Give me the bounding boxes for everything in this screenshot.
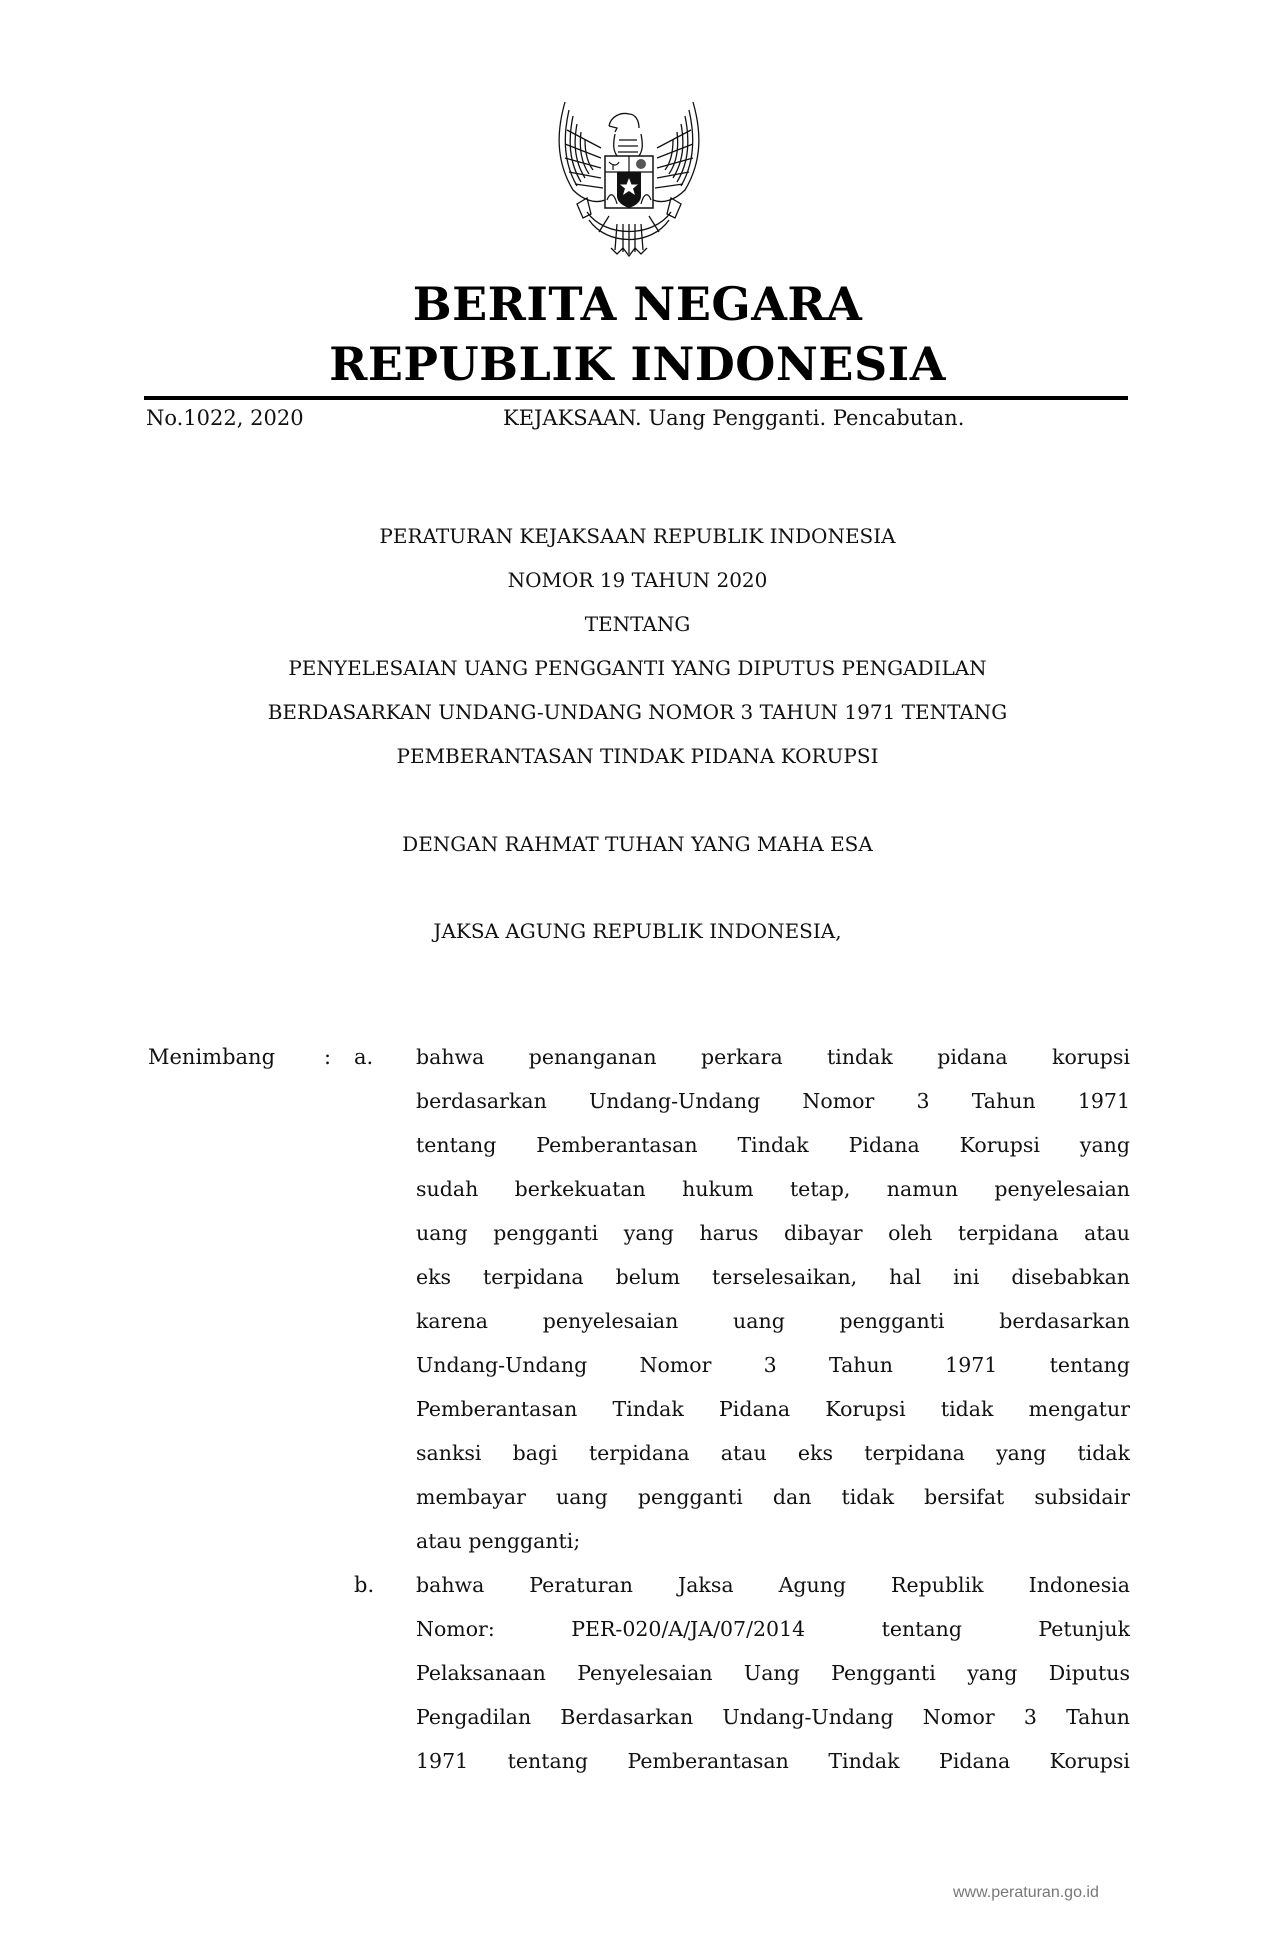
text-line: bahwa penanganan perkara tindak pidana korupsi — [416, 1045, 1130, 1069]
regulation-number: NOMOR 19 TAHUN 2020 — [507, 568, 768, 592]
considering-item-a — [416, 1035, 1130, 1563]
footer-website-link[interactable]: www.peraturan.go.id — [953, 1884, 1099, 1901]
regulation-subject-line3: PEMBERANTASAN TINDAK PIDANA KORUPSI — [396, 744, 879, 768]
header-divider — [144, 396, 1128, 400]
gazette-title-line1: BERITA NEGARA — [412, 277, 863, 331]
text-line: Pemberantasan Tindak Pidana Korupsi tidak mengatur — [416, 1397, 1130, 1421]
text-line: bahwa Peraturan Jaksa Agung Republik Indonesia — [416, 1573, 1130, 1597]
garuda-emblem-icon — [555, 100, 703, 258]
considering-label: Menimbang — [148, 1045, 276, 1069]
regulation-subject-line1: PENYELESAIAN UANG PENGGANTI YANG DIPUTUS PENGADILAN — [288, 656, 987, 680]
gazette-subject: KEJAKSAAN. Uang Pengganti. Pencabutan. — [503, 406, 965, 430]
text-line: Undang-Undang Nomor 3 Tahun 1971 tentang — [416, 1353, 1130, 1377]
text-line: atau pengganti; — [416, 1529, 581, 1553]
text-line: Pengadilan Berdasarkan Undang-Undang Nomor 3 Tahun — [416, 1705, 1130, 1729]
item-marker-a: a. — [354, 1045, 374, 1069]
regulation-title-line1: PERATURAN KEJAKSAAN REPUBLIK INDONESIA — [379, 524, 896, 548]
text-line: Nomor: PER-020/A/JA/07/2014 tentang Petunjuk — [416, 1617, 1130, 1641]
text-line: berdasarkan Undang-Undang Nomor 3 Tahun 1971 — [416, 1089, 1130, 1113]
text-line: karena penyelesaian uang pengganti berdasarkan — [416, 1309, 1130, 1333]
regulation-about: TENTANG — [584, 612, 691, 636]
gazette-number: No.1022, 2020 — [146, 406, 304, 430]
text-line: sudah berkekuatan hukum tetap, namun penyelesaian — [416, 1177, 1130, 1201]
text-line: sanksi bagi terpidana atau eks terpidana yang tidak — [416, 1441, 1130, 1465]
regulation-subject-line2: BERDASARKAN UNDANG-UNDANG NOMOR 3 TAHUN 1971 TENTANG — [267, 700, 1008, 724]
text-line: membayar uang pengganti dan tidak bersifat subsidair — [416, 1485, 1130, 1509]
text-line: eks terpidana belum terselesaikan, hal ini disebabkan — [416, 1265, 1130, 1289]
item-marker-b: b. — [354, 1573, 375, 1597]
invocation: DENGAN RAHMAT TUHAN YANG MAHA ESA — [402, 832, 873, 856]
text-line: Pelaksanaan Penyelesaian Uang Pengganti yang Diputus — [416, 1661, 1130, 1685]
considering-item-b — [416, 1563, 1130, 1783]
gazette-title-line2: REPUBLIK INDONESIA — [329, 337, 946, 391]
issuing-authority: JAKSA AGUNG REPUBLIK INDONESIA, — [433, 919, 842, 943]
text-line: 1971 tentang Pemberantasan Tindak Pidana Korupsi — [416, 1749, 1130, 1773]
considering-colon: : — [324, 1045, 332, 1069]
text-line: tentang Pemberantasan Tindak Pidana Korupsi yang — [416, 1133, 1130, 1157]
text-line: uang pengganti yang harus dibayar oleh terpidana atau — [416, 1221, 1130, 1245]
